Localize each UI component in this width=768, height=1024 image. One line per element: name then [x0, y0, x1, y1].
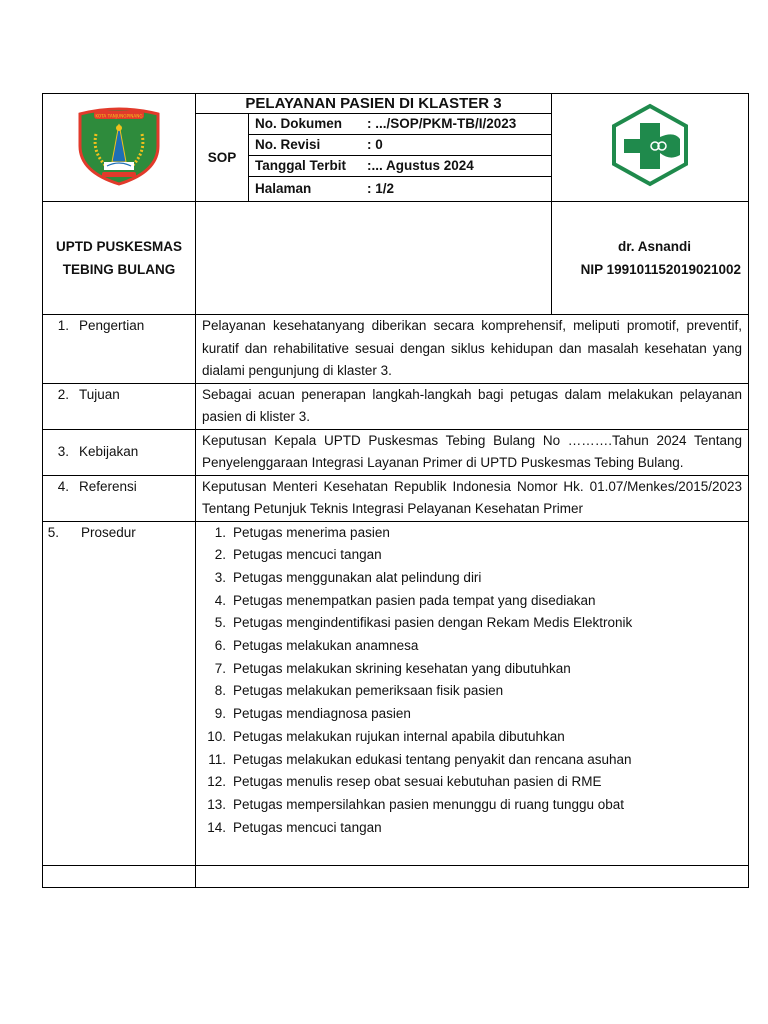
procedure-step [204, 522, 748, 545]
procedure-list [196, 522, 748, 840]
step-number: 1. [214, 524, 226, 540]
meta-label: No. Dokumen [255, 116, 343, 131]
section-number: 1. [57, 318, 69, 333]
kemkes-logo-cell [552, 94, 749, 202]
signatory-nip: NIP 199101152019021002 [580, 262, 742, 277]
procedure-step [204, 612, 748, 635]
step-text: Petugas mempersilahkan pasien menunggu di ruang tunggu obat [233, 796, 625, 812]
step-text: Petugas menerima pasien [233, 524, 390, 540]
step-number: 5. [214, 615, 226, 631]
section-number: 4. [57, 478, 69, 494]
section-title: Prosedur [81, 524, 136, 540]
kemkes-cross-icon [604, 103, 696, 187]
meta-label: Halaman [255, 181, 312, 196]
step-number: 14. [207, 819, 226, 835]
section-text-kebijakan: Keputusan Kepala UPTD Puskesmas Tebing Bulang No ……….Tahun 2024 Tentang Penyelenggaraan Integrasi Layanan Primer di UPTD Puskesmas Tebing Bulang. [196, 429, 749, 475]
signatory-name: dr. Asnandi [618, 239, 692, 254]
procedure-step [204, 567, 748, 590]
step-number: 10. [207, 728, 226, 744]
organization-line-1: UPTD PUSKESMAS [55, 239, 182, 254]
section-label-tujuan [43, 383, 196, 429]
meta-row-issue-date [249, 156, 552, 177]
procedure-step [204, 680, 748, 703]
section-title: Kebijakan [79, 444, 139, 459]
step-number: 9. [214, 706, 226, 722]
regency-emblem-icon [74, 104, 164, 186]
section-title: Tujuan [79, 386, 120, 402]
step-text: Petugas mencuci tangan [233, 547, 382, 563]
step-number: 3. [214, 569, 226, 585]
section-label-kebijakan [43, 429, 196, 475]
step-text: Petugas menggunakan alat pelindung diri [233, 569, 482, 585]
meta-row-revision [249, 135, 552, 156]
section-label-referensi [43, 475, 196, 521]
procedure-step [204, 749, 748, 772]
procedure-step [204, 817, 748, 840]
section-label-prosedur [43, 521, 196, 865]
organization-line-2: TEBING BULANG [62, 262, 176, 277]
signatory-block [552, 202, 749, 315]
sop-document-table [42, 93, 749, 888]
organization-name [43, 202, 196, 315]
meta-row-page [249, 177, 552, 202]
empty-cell-left [43, 865, 196, 887]
step-text: Petugas mendiagnosa pasien [233, 706, 411, 722]
regency-logo-cell [43, 94, 196, 202]
step-text: Petugas menempatkan pasien pada tempat yang disediakan [233, 592, 596, 608]
step-text: Petugas melakukan anamnesa [233, 638, 419, 654]
section-number: 3. [57, 444, 69, 459]
section-text-referensi: Keputusan Menteri Kesehatan Republik Indonesia Nomor Hk. 01.07/Menkes/2015/2023 Tentang Petunjuk Teknis Integrasi Pelayanan Kesehatan Primer [196, 475, 749, 521]
section-number: 5. [47, 524, 59, 540]
step-text: Petugas mencuci tangan [233, 819, 382, 835]
section-title: Referensi [79, 478, 137, 494]
signature-space [196, 202, 552, 315]
meta-label: Tanggal Terbit [255, 158, 346, 173]
step-text: Petugas mengindentifikasi pasien dengan Rekam Medis Elektronik [233, 615, 633, 631]
step-text: Petugas melakukan pemeriksaan fisik pasien [233, 683, 504, 699]
section-text-pengertian: Pelayanan kesehatanyang diberikan secara komprehensif, meliputi promotif, preventif, kuratif dan rehabilitative sesuai dengan siklus kehidupan dan masalah kesehatan yang dialami pengunjung di klaster 3. [196, 315, 749, 384]
procedure-step [204, 771, 748, 794]
meta-value: :... Agustus 2024 [367, 158, 474, 173]
step-text: Petugas menulis resep obat sesuai kebutuhan pasien di RME [233, 774, 602, 790]
procedure-step [204, 658, 748, 681]
meta-value: : 0 [367, 137, 383, 152]
procedure-step [204, 703, 748, 726]
procedure-step [204, 635, 748, 658]
step-number: 4. [214, 592, 226, 608]
section-label-pengertian [43, 315, 196, 384]
meta-value: : 1/2 [367, 181, 395, 196]
procedure-step [204, 544, 748, 567]
meta-value: : .../SOP/PKM-TB/I/2023 [367, 116, 517, 131]
regency-banner-text: KOTA TANJUNGPINANG [95, 113, 143, 119]
step-number: 13. [207, 796, 226, 812]
step-number: 7. [214, 660, 226, 676]
procedure-step [204, 726, 748, 749]
document-title: PELAYANAN PASIEN DI KLASTER 3 [196, 94, 552, 114]
sop-label: SOP [196, 114, 249, 202]
step-text: Petugas melakukan edukasi tentang penyakit dan rencana asuhan [233, 751, 632, 767]
meta-row-document-number [249, 114, 552, 135]
section-title: Pengertian [79, 318, 145, 333]
step-number: 11. [208, 751, 226, 767]
meta-label: No. Revisi [255, 137, 321, 152]
step-number: 2. [214, 547, 226, 563]
section-number: 2. [57, 386, 69, 402]
step-number: 6. [214, 638, 226, 654]
procedure-steps [196, 521, 749, 865]
procedure-step [204, 794, 748, 817]
step-text: Petugas melakukan skrining kesehatan yang dibutuhkan [233, 660, 571, 676]
section-text-tujuan: Sebagai acuan penerapan langkah-langkah bagi petugas dalam melakukan pelayanan pasien di klister 3. [196, 383, 749, 429]
step-number: 8. [214, 683, 226, 699]
step-text: Petugas melakukan rujukan internal apabila dibutuhkan [233, 728, 565, 744]
empty-cell-right [196, 865, 749, 887]
procedure-step [204, 590, 748, 613]
step-number: 12. [207, 774, 226, 790]
